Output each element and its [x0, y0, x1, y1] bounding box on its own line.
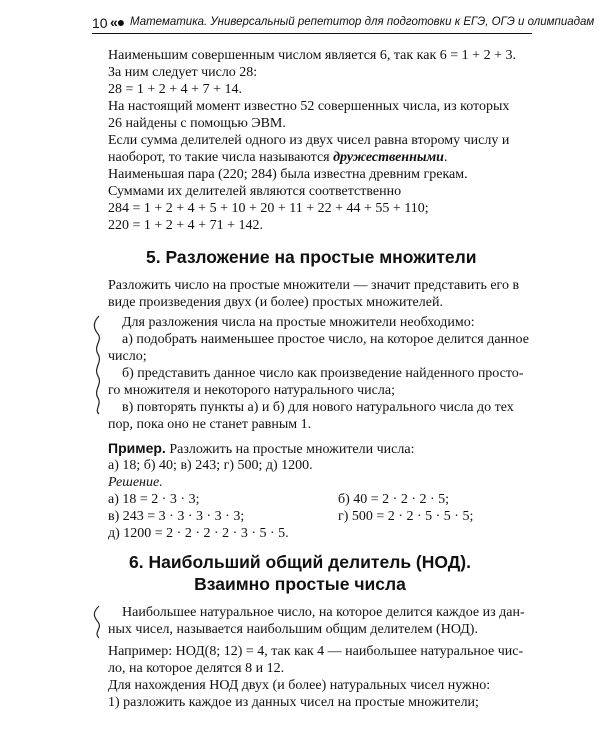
text-line: а) подобрать наименьшее простое число, на которое делится данное [122, 332, 529, 347]
text-line: За ним следует число 28: [108, 65, 258, 80]
text-line: Наименьшая пара (220; 284) была известна древним грекам. [108, 167, 468, 182]
text-line: пор, пока оно не станет равным 1. [108, 417, 312, 432]
text-line: 1) разложить каждое из данных чисел на простые множители; [108, 695, 479, 710]
text-line: а) 18; б) 40; в) 243; г) 500; д) 1200. [108, 458, 313, 473]
text-line: в) повторять пункты а) и б) для нового натурального числа до тех [122, 400, 514, 415]
text-line: Наибольшее натуральное число, на которое делится каждое из дан- [122, 605, 525, 620]
header-ornament: «● [110, 14, 125, 30]
running-header [92, 14, 595, 34]
text-fragment: . [443, 150, 448, 165]
text-line: 284 = 1 + 2 + 4 + 5 + 10 + 20 + 11 + 22 + 44 + 55 + 110; [108, 201, 429, 216]
text-line: 28 = 1 + 2 + 4 + 7 + 14. [108, 82, 242, 97]
text-line: Например: НОД(8; 12) = 4, так как 4 — наибольшее натуральное чис- [108, 644, 524, 659]
text-line: Если сумма делителей одного из двух чисел равна второму числу и [108, 133, 510, 148]
text-line: го множителя и некоторого натурального числа; [108, 383, 395, 398]
text-line: Наименьшим совершенным числом является 6, так как 6 = 1 + 2 + 3. [108, 48, 516, 63]
text-line [108, 149, 447, 166]
example-text: Разложить на простые множители числа: [165, 442, 415, 457]
text-line: Суммами их делителей являются соответственно [108, 184, 402, 199]
section-title: 5. Разложение на простые множители [146, 247, 477, 267]
section-title: 6. Наибольший общий делитель (НОД). [129, 552, 471, 572]
text-line: 26 найдены с помощью ЭВМ. [108, 116, 286, 131]
solution-b: б) 40 = 2 · 2 · 2 · 5; [338, 492, 450, 507]
margin-brace [90, 314, 104, 416]
solution-g: г) 500 = 2 · 2 · 5 · 5 · 5; [338, 509, 474, 524]
solution-v: в) 243 = 3 · 3 · 3 · 3 · 3; [108, 509, 245, 524]
text-line: На настоящий момент известно 52 совершенных числа, из которых [108, 99, 510, 114]
text-line: Для разложения числа на простые множители необходимо: [122, 315, 475, 330]
text-line: число; [108, 349, 147, 364]
solution-label: Решение. [108, 475, 163, 490]
term-amicable: дружественными [333, 150, 444, 165]
text-line: ных чисел, называется наибольшим общим делителем (НОД). [108, 622, 478, 637]
example-line [108, 440, 414, 458]
book-title: Математика. Универсальный репетитор для подготовки к ЕГЭ, ОГЭ и олимпиадам [130, 16, 595, 28]
margin-brace [90, 604, 104, 640]
text-line: ло, на которое делятся 8 и 12. [108, 661, 285, 676]
solution-a: а) 18 = 2 · 3 · 3; [108, 492, 200, 507]
section-subtitle: Взаимно простые числа [194, 574, 406, 594]
text-line: Разложить число на простые множители — значит представить его в [108, 278, 520, 293]
text-fragment: наоборот, то такие числа называются [108, 150, 334, 165]
text-line: 220 = 1 + 2 + 4 + 71 + 142. [108, 218, 263, 233]
page-number: 10 [92, 15, 108, 31]
text-line: б) представить данное число как произведение найденного просто- [122, 366, 524, 381]
example-label: Пример. [108, 440, 166, 456]
text-line: Для нахождения НОД двух (и более) натуральных чисел нужно: [108, 678, 491, 693]
solution-d: д) 1200 = 2 · 2 · 2 · 2 · 3 · 5 · 5. [108, 526, 289, 541]
text-line: виде произведения двух (и более) простых множителей. [108, 295, 443, 310]
